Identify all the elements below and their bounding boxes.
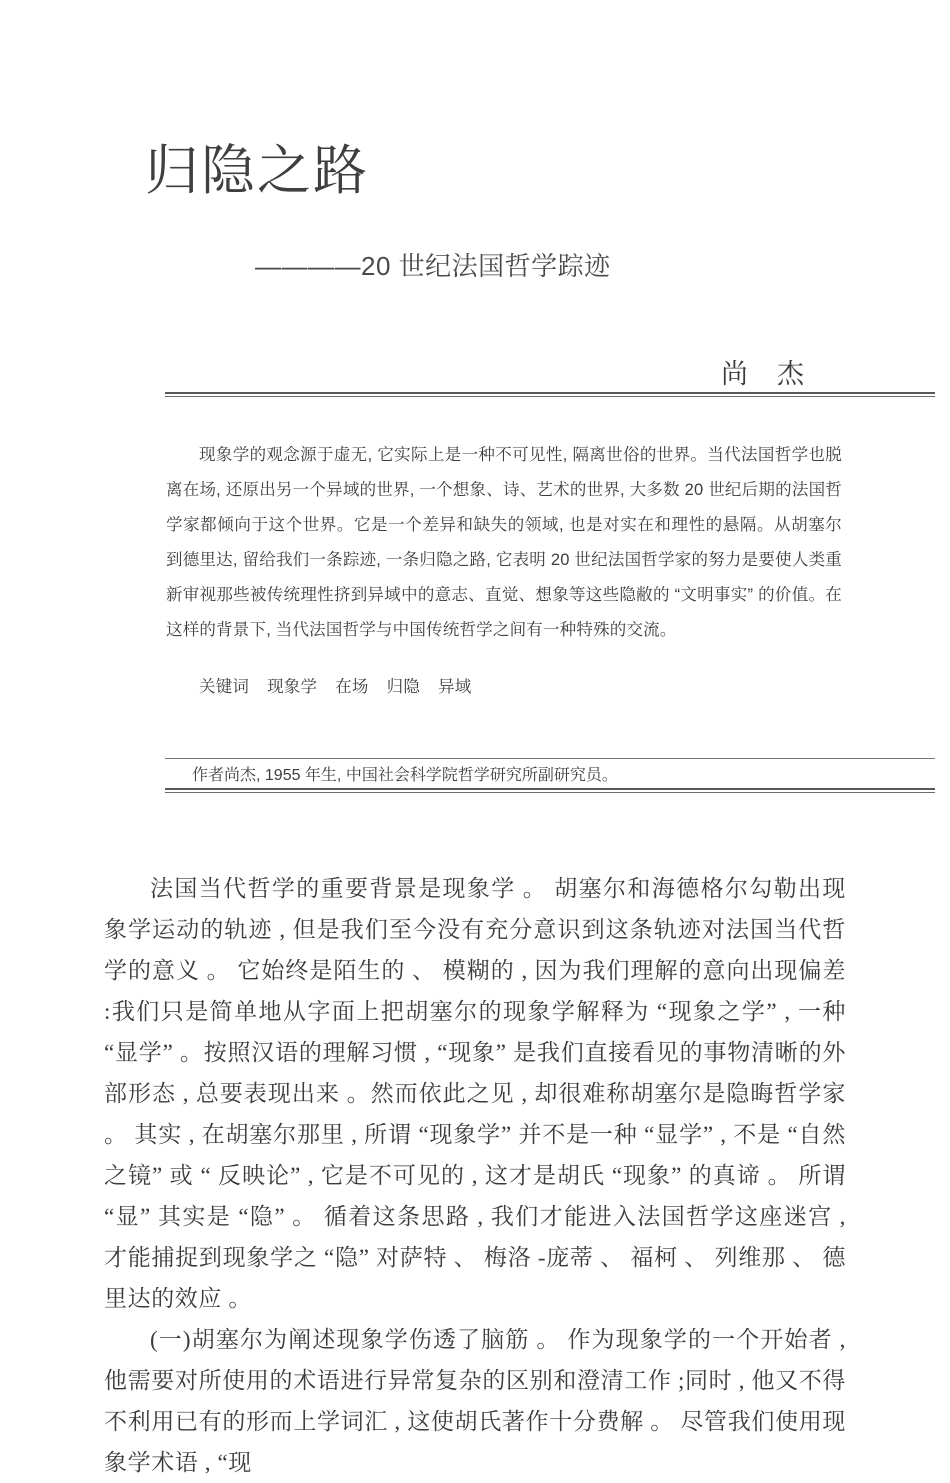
body-paragraph: 法国当代哲学的重要背景是现象学 。 胡塞尔和海德格尔勾勒出现象学运动的轨迹 , 但是我们至今没有充分意识到这条轨迹对法国当代哲学的意义 。 它始终是陌生的 、 模糊的 , 因为我们理解的意向出现偏差 :我们只是简单地从字面上把胡塞尔的现象学解释为 “现象之学” , 一种 “显学” 。按照汉语的理解习惯 , “现象” 是我们直接看见的事物清晰的外部形态 , 总要表现出来 。然而依此之见 , 却很难称胡塞尔是隐晦哲学家 。 其实 , 在胡塞尔那里 , 所谓 “现象学” 并不是一种 “显学” , 不是 “自然之镜” 或 “ 反映论” , 它是不可见的 , 这才是胡氏 “现象” 的真谛 。 所谓 “显” 其实是 “隐” 。 循着这条思路 , 我们才能进入法国哲学这座迷宫 , 才能捕捉到现象学之 “隐” 对萨特 、 梅洛 -庞蒂 、 福柯 、 列维那 、 德里达的效应 。 bbox=[104, 876, 846, 1311]
page-title: 归隐之路 bbox=[145, 141, 369, 201]
author-footnote: 作者尚杰, 1955 年生, 中国社会科学院哲学研究所副研究员。 bbox=[192, 767, 618, 784]
keyword-item: 在场 bbox=[335, 678, 369, 696]
abstract-text: 现象学的观念源于虚无, 它实际上是一种不可见性, 隔离世俗的世界。当代法国哲学也脱离在场, 还原出另一个异域的世界, 一个想象、诗、艺术的世界, 大多数 20 世纪后期的法国哲学家都倾向于这个世界。它是一个差异和缺失的领域, 也是对实在和理性的悬隔。从胡塞尔到德里达, 留给我们一条踪迹, 一条归隐之路, 它表明 20 世纪法国哲学家的努力是要使人类重新审视那些被传统理性挤到异域中的意志、直觉、想象等这些隐敝的 “文明事实” 的价值。在这样的背景下, 当代法国哲学与中国传统哲学之间有一种特殊的交流。 bbox=[166, 446, 842, 639]
body-text bbox=[104, 868, 846, 1483]
body-paragraph: (一)胡塞尔为阐述现象学伤透了脑筋 。 作为现象学的一个开始者 , 他需要对所使用的术语进行异常复杂的区别和澄清工作 ;同时 , 他又不得不利用已有的形而上学词汇 , 这使胡氏著作十分费解 。 尽管我们使用现象学术语 , “现 bbox=[104, 1327, 846, 1475]
footnote-bottom-divider bbox=[165, 788, 935, 793]
keywords-label: 关键词 bbox=[199, 678, 250, 696]
page-subtitle: ————20 世纪法国哲学踪迹 bbox=[255, 251, 611, 282]
keywords-line bbox=[166, 648, 842, 705]
keyword-item: 归隐 bbox=[386, 678, 421, 696]
header-divider bbox=[165, 392, 935, 397]
keyword-item: 现象学 bbox=[267, 678, 318, 696]
title-block bbox=[145, 140, 905, 283]
author-name: 尚 杰 bbox=[721, 359, 805, 389]
keyword-item: 异域 bbox=[438, 678, 472, 696]
abstract-block bbox=[166, 438, 842, 705]
footnote-top-divider bbox=[165, 758, 935, 761]
